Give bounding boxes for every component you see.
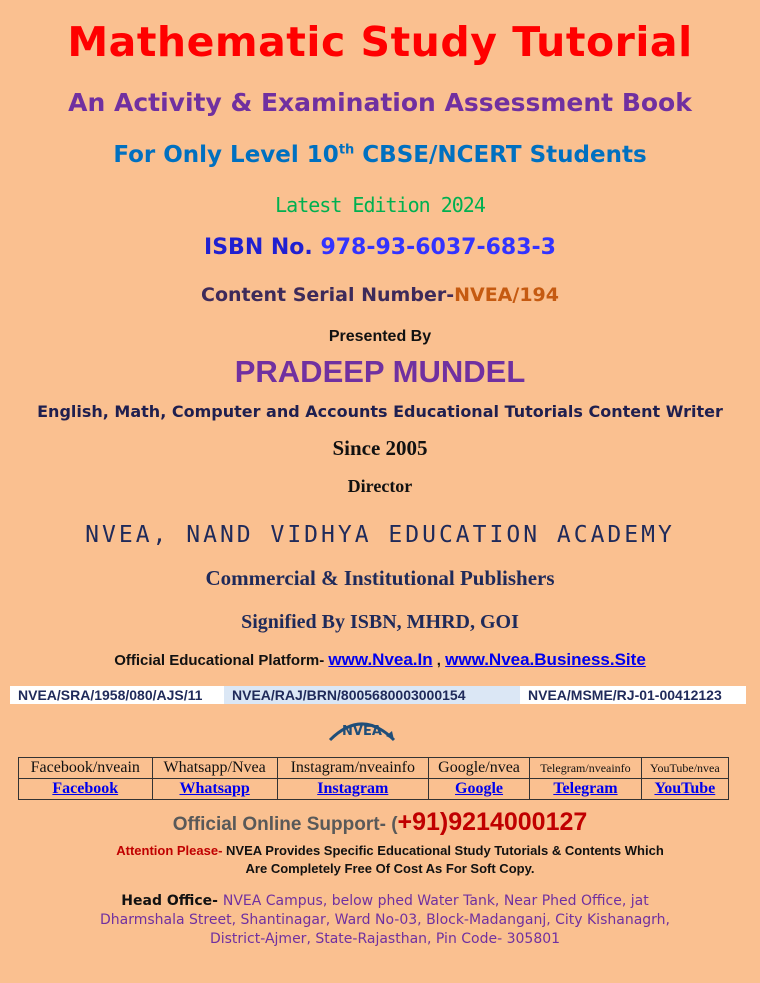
attention-label: Attention Please- xyxy=(116,843,227,858)
level-prefix: For Only Level 10 xyxy=(113,142,339,168)
platform-sep: , xyxy=(432,652,446,669)
presented-by: Presented By xyxy=(328,328,432,345)
nvea-in-link[interactable]: www.Nvea.In xyxy=(328,650,433,669)
telegram-handle: Telegram/nveainfo xyxy=(530,758,642,779)
attention-text: NVEA Provides Specific Educational Study Tutorials & Contents Which Are Completely Free Of Cost As For Soft Copy. xyxy=(226,843,664,876)
director-label: Director xyxy=(347,476,413,496)
attention-notice xyxy=(110,842,670,878)
registration-bar xyxy=(10,686,746,704)
content-serial xyxy=(0,284,760,306)
level-sup: th xyxy=(338,142,355,158)
facebook-cell xyxy=(19,779,153,800)
social-handles-row xyxy=(19,758,729,779)
target-level xyxy=(0,142,760,168)
youtube-link[interactable]: YouTube xyxy=(654,780,716,797)
youtube-handle: YouTube/nvea xyxy=(641,758,728,779)
telegram-link[interactable]: Telegram xyxy=(553,780,618,797)
social-media-table xyxy=(18,757,729,800)
google-cell xyxy=(428,779,529,800)
logo-text: NVEA xyxy=(342,724,382,739)
instagram-handle: Instagram/nveainfo xyxy=(277,758,428,779)
support-label: Official Online Support- ( xyxy=(172,814,398,835)
head-office xyxy=(95,892,675,949)
author-role: English, Math, Computer and Accounts Educational Tutorials Content Writer xyxy=(37,402,723,421)
social-links-row xyxy=(19,779,729,800)
telegram-cell xyxy=(530,779,642,800)
whatsapp-cell xyxy=(152,779,277,800)
edition: Latest Edition 2024 xyxy=(275,193,485,217)
publishers-label: Commercial & Institutional Publishers xyxy=(205,566,555,590)
head-office-label: Head Office- xyxy=(121,893,223,909)
google-handle: Google/nvea xyxy=(428,758,529,779)
instagram-link[interactable]: Instagram xyxy=(317,780,389,797)
serial-label: Content Serial Number- xyxy=(201,284,455,306)
registration-number: NVEA/MSME/RJ-01-00412123 xyxy=(520,686,746,704)
isbn-number: 978-93-6037-683-3 xyxy=(320,235,556,260)
book-subtitle: An Activity & Examination Assessment Book xyxy=(68,88,692,117)
google-link[interactable]: Google xyxy=(455,780,504,797)
facebook-handle: Facebook/nveain xyxy=(19,758,153,779)
serial-code: NVEA/194 xyxy=(454,284,559,306)
official-platform xyxy=(0,650,760,670)
level-suffix: CBSE/NCERT Students xyxy=(354,142,647,168)
support-phone: +91)9214000127 xyxy=(397,808,588,836)
author-name: PRADEEP MUNDEL xyxy=(234,354,526,389)
facebook-link[interactable]: Facebook xyxy=(52,780,119,797)
signified-label: Signified By ISBN, MHRD, GOI xyxy=(241,611,519,633)
whatsapp-handle: Whatsapp/Nvea xyxy=(152,758,277,779)
platform-label: Official Educational Platform- xyxy=(114,652,329,669)
whatsapp-link[interactable]: Whatsapp xyxy=(179,780,250,797)
instagram-cell xyxy=(277,779,428,800)
book-title: Mathematic Study Tutorial xyxy=(67,18,693,66)
head-office-address: NVEA Campus, below phed Water Tank, Near Phed Office, jat Dharmshala Street, Shantinagar, Ward No-03, Block-Madanganj, City Kishanagrh, District-Ajmer, State-Rajasthan, Pin Code- 305801 xyxy=(99,893,670,947)
nvea-business-link[interactable]: www.Nvea.Business.Site xyxy=(445,650,646,669)
registration-number: NVEA/RAJ/BRN/8005680003000154 xyxy=(224,686,520,704)
since-year: Since 2005 xyxy=(332,436,428,460)
academy-name: NVEA, NAND VIDHYA EDUCATION ACADEMY xyxy=(85,522,675,548)
isbn-label: ISBN No. xyxy=(204,235,321,260)
isbn xyxy=(0,235,760,260)
online-support xyxy=(0,808,760,837)
youtube-cell xyxy=(641,779,728,800)
registration-number: NVEA/SRA/1958/080/AJS/11 xyxy=(10,686,224,704)
